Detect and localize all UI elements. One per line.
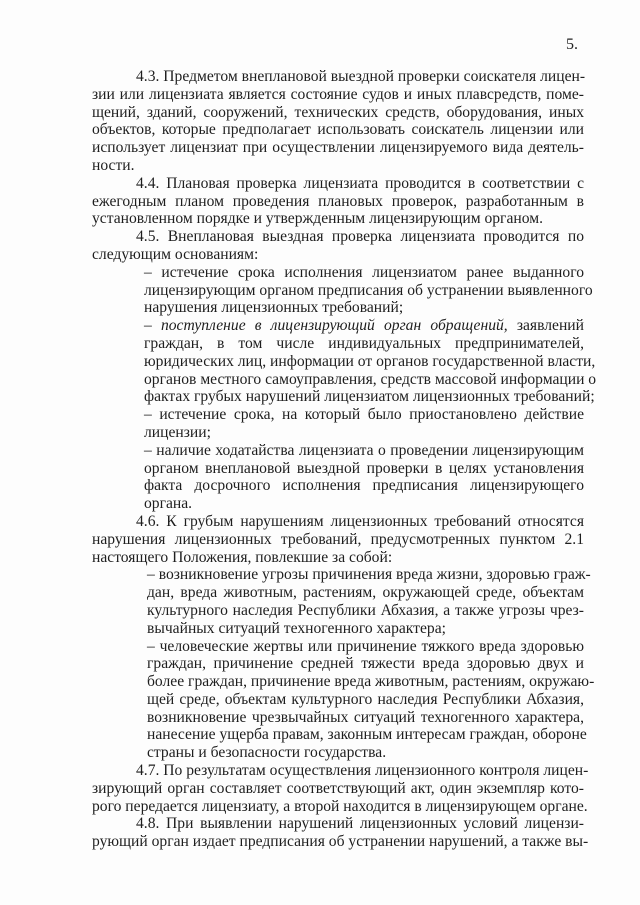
text-line: граждан, причинение средней тяжести вреда здоровью двух и: [147, 655, 584, 673]
list-item: [92, 406, 584, 442]
paragraph: [92, 762, 589, 815]
text-line: 4.8. При выявлении нарушений лицензионных условий лицензи-: [136, 815, 584, 833]
list-item: [92, 442, 584, 513]
text-line: вычайных ситуаций техногенного характера;: [147, 619, 446, 637]
text-line: [144, 317, 584, 335]
text-line: культурного наследия Республики Абхазия, а также угрозы чрез-: [147, 601, 584, 619]
text-line: 4.7. По результатам осуществления лицензионного контроля лицен-: [136, 762, 589, 780]
text-line: дан, вреда животным, растениям, окружающей среде, объектам: [147, 584, 584, 602]
text-line: 4.6. К грубым нарушениям лицензионных требований относятся: [136, 512, 584, 530]
list-item: [92, 637, 595, 763]
document-body: [92, 68, 597, 851]
text-line: нанесение ущерба правам, законным интересам граждан, обороне: [147, 726, 587, 744]
paragraph: [92, 513, 584, 566]
text-line: более граждан, причинение вреда животным, растениям, окружаю-: [147, 673, 595, 691]
page-number: 5.: [566, 36, 578, 53]
text-line: нарушения лицензионных требований, предусмотренных пунктом 2.1: [92, 530, 584, 548]
text-line: – наличие ходатайства лицензиата о проведении лицензирующим: [144, 441, 584, 459]
text-line: следующим основаниям:: [92, 245, 259, 263]
list-item: [92, 317, 597, 406]
italic-text: – поступление в лицензирующий орган обращений,: [144, 317, 508, 335]
paragraph: [92, 175, 584, 228]
text-line: – истечение срока, на который было приостановлено действие: [144, 406, 584, 424]
text-line: лицензии;: [144, 423, 211, 441]
text-line: настоящего Положения, повлекшие за собой:: [92, 548, 393, 566]
paragraph: [92, 815, 589, 851]
text-line: установленном порядке и утвержденным лицензирующим органом.: [92, 210, 543, 228]
text-line: – человеческие жертвы или причинение тяжкого вреда здоровью: [147, 637, 584, 655]
text-line: зии или лицензиата является состояние судов и иных плавсредств, поме-: [92, 85, 584, 103]
list-item: [92, 263, 593, 317]
text-line: страны и безопасности государства.: [147, 744, 387, 762]
text-line: щений, зданий, сооружений, технических средств, оборудования, иных: [92, 103, 584, 121]
text-line: 4.3. Предметом внеплановой выездной проверки соискателя лицен-: [136, 68, 586, 85]
text-span: заявлений: [507, 317, 584, 335]
text-line: 4.5. Внеплановая выездная проверка лицензиата проводится по: [136, 228, 584, 246]
text-line: фактах грубых нарушений лицензиатом лицензионных требований;: [144, 388, 595, 406]
text-line: – истечение срока исполнения лицензиатом ранее выданного: [144, 263, 584, 281]
text-line: объектов, которые предполагает использовать соискатель лицензии или: [92, 121, 584, 139]
text-line: 4.4. Плановая проверка лицензиата проводится в соответствии с: [136, 174, 584, 192]
list-item: [92, 566, 591, 637]
text-line: факта досрочного исполнения предписания лицензирующего: [144, 477, 584, 495]
text-line: ности.: [92, 156, 135, 174]
paragraph: [92, 68, 584, 175]
text-line: органом внеплановой выездной проверки в целях установления: [144, 459, 584, 477]
paragraph: [92, 228, 584, 264]
text-line: нарушения лицензионных требований;: [144, 299, 404, 317]
text-line: граждан, в том числе индивидуальных предпринимателей,: [144, 334, 584, 352]
text-line: использует лицензиат при осуществлении лицензируемого вида деятель-: [92, 139, 584, 157]
text-line: – возникновение угрозы причинения вреда жизни, здоровью граж-: [147, 566, 591, 584]
text-line: возникновение чрезвычайных ситуаций техногенного характера,: [147, 708, 584, 726]
text-line: рого передается лицензиату, а второй находится в лицензирующем органе.: [92, 797, 588, 815]
text-line: лицензирующим органом предписания об устранении выявленного: [144, 281, 593, 299]
text-line: зирующий орган составляет соответствующий акт, один экземпляр кото-: [92, 779, 584, 797]
text-line: рующий орган издает предписания об устранении нарушений, а также вы-: [92, 833, 589, 851]
text-line: юридических лиц, информации от органов государственной власти,: [144, 352, 596, 370]
text-line: органа.: [144, 495, 193, 513]
text-line: ежегодным планом проведения плановых проверок, разработанным в: [92, 192, 584, 210]
text-line: органов местного самоуправления, средств массовой информации о: [144, 370, 597, 388]
text-line: щей среде, объектам культурного наследия Республики Абхазия,: [147, 690, 584, 708]
